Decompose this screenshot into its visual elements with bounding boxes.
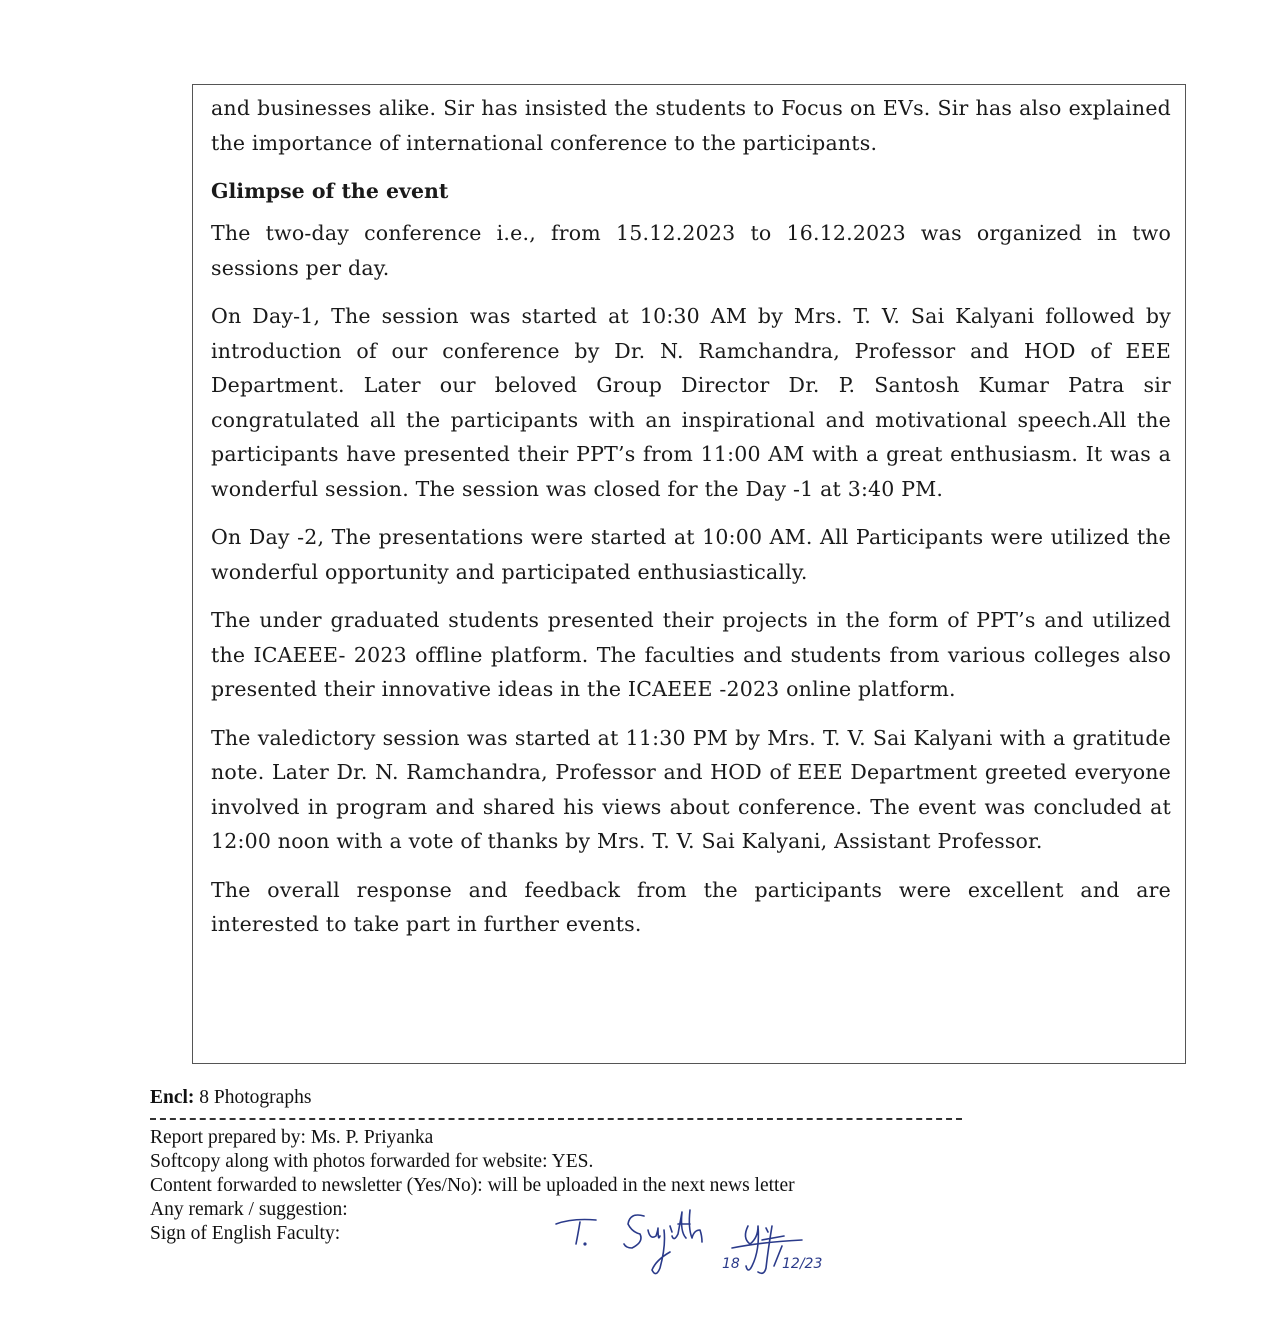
prepared-by-line: Report prepared by: Ms. P. Priyanka [150, 1127, 434, 1148]
intro-paragraph: and businesses alike. Sir has insisted the students to Focus on EVs. Sir has also explained the importance of international conference to the participants. [211, 96, 1171, 155]
handwritten-signature-icon [552, 1206, 832, 1296]
dashed-divider [150, 1118, 962, 1120]
svg-text:12/23: 12/23 [782, 1256, 823, 1272]
feedback-paragraph: The overall response and feedback from the participants were excellent and are interested to take part in further events. [211, 877, 1171, 936]
svg-text:18: 18 [722, 1256, 740, 1272]
sign-label: Sign of English Faculty: [150, 1223, 341, 1244]
conference-dates-paragraph: The two-day conference i.e., from 15.12.2023 to 16.12.2023 was organized in two sessions per day. [211, 221, 1171, 280]
day1-paragraph: On Day-1, The session was started at 10:30 AM by Mrs. T. V. Sai Kalyani followed by introduction of our conference by Dr. N. Ramchandra, Professor and HOD of EEE Department. Later our beloved Group Director Dr. P. Santosh Kumar Patra sir congratulated all the participants with an inspirational and motivational speech.All the participants have presented their PPT’s from 11:00 AM with a great enthusiasm. It was a wonderful session. The session was closed for the Day -1 at 3:40 PM. [211, 304, 1171, 501]
enclosure-label: Encl: [150, 1087, 195, 1108]
section-heading: Glimpse of the event [211, 179, 449, 203]
day2-paragraph: On Day -2, The presentations were started at 10:00 AM. All Participants were utilized the wonderful opportunity and participated enthusiastically. [211, 525, 1171, 584]
report-footer [150, 1086, 1010, 1272]
sign-line [150, 1222, 1010, 1272]
report-content-box [192, 84, 1186, 1064]
softcopy-line: Softcopy along with photos forwarded for website: YES. [150, 1151, 594, 1172]
remark-line: Any remark / suggestion: [150, 1199, 348, 1220]
valedictory-paragraph: The valedictory session was started at 11:30 PM by Mrs. T. V. Sai Kalyani with a gratitude note. Later Dr. N. Ramchandra, Professor and HOD of EEE Department greeted everyone involved in program and shared his views about conference. The event was concluded at 12:00 noon with a vote of thanks by Mrs. T. V. Sai Kalyani, Assistant Professor. [211, 725, 1171, 853]
newsletter-line: Content forwarded to newsletter (Yes/No): will be uploaded in the next news letter [150, 1175, 795, 1196]
enclosure-line [150, 1086, 1010, 1110]
presentations-paragraph: The under graduated students presented their projects in the form of PPT’s and utilized the ICAEEE- 2023 offline platform. The faculties and students from various colleges also presented their innovative ideas in the ICAEEE -2023 online platform. [211, 608, 1171, 701]
enclosure-value: 8 Photographs [199, 1087, 312, 1108]
